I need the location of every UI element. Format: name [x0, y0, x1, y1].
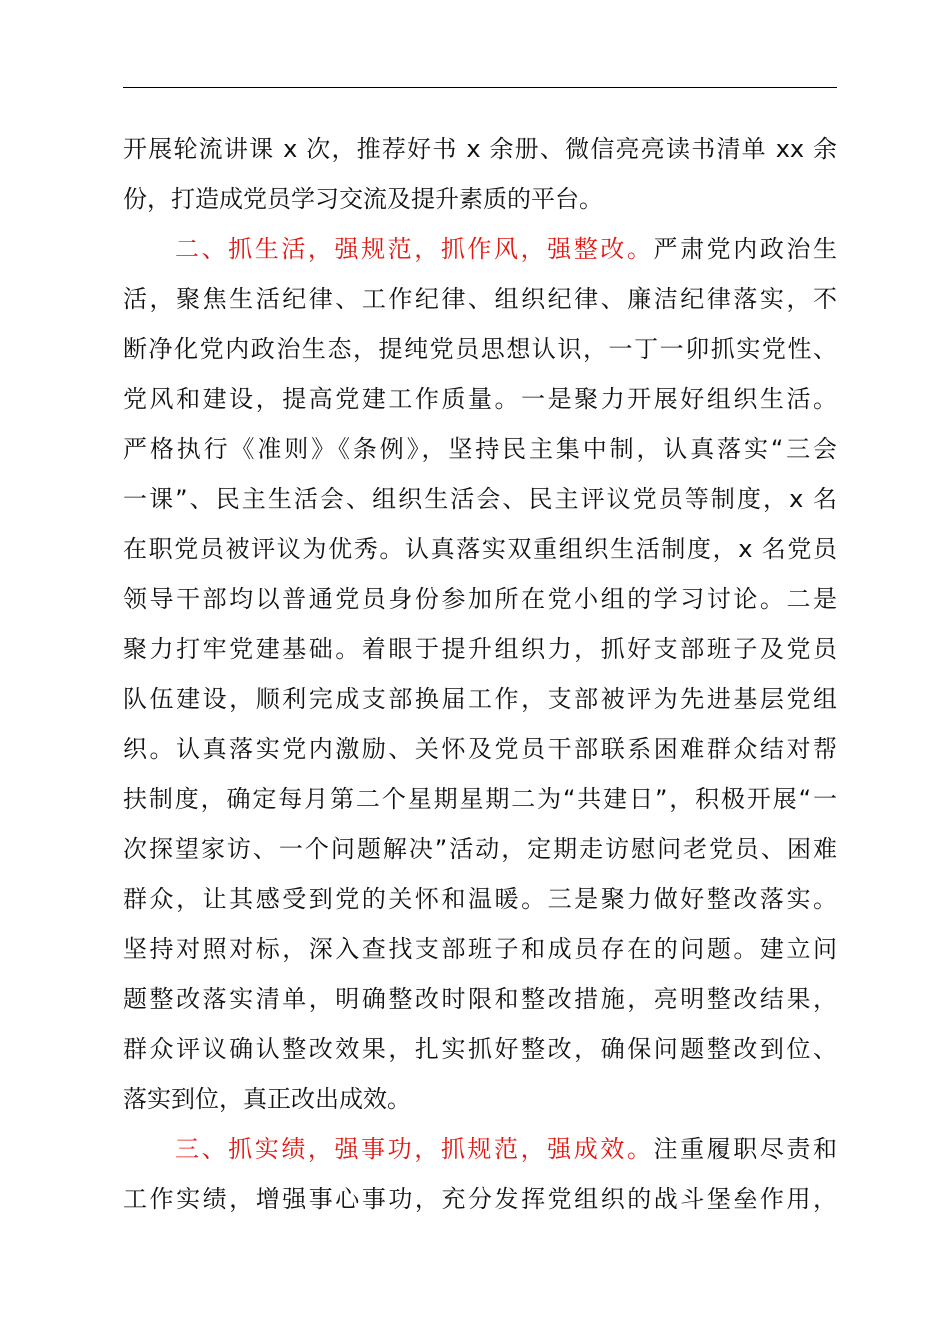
- text-line: 严格执行《准则》《条例》，坚持民主集中制，认真落实“三会: [123, 435, 837, 463]
- text-line: 党风和建设，提高党建工作质量。一是聚力开展好组织生活。: [123, 385, 837, 413]
- text-line: 坚持对照对标，深入查找支部班子和成员存在的问题。建立问: [123, 935, 837, 963]
- text-line: 群众评议确认整改效果，扎实抓好整改，确保问题整改到位、: [123, 1035, 837, 1063]
- text-line: 扶制度，确定每月第二个星期星期二为“共建日”，积极开展“一: [123, 785, 837, 813]
- text-line: 份，打造成党员学习交流及提升素质的平台。: [123, 185, 603, 213]
- body-text: [123, 124, 837, 1224]
- section-text: 注重履职尽责和: [653, 1135, 837, 1163]
- text-line: 群众，让其感受到党的关怀和温暖。三是聚力做好整改落实。: [123, 885, 837, 913]
- text-line: 聚力打牢党建基础。着眼于提升组织力，抓好支部班子及党员: [123, 635, 837, 663]
- section-heading-line: [123, 224, 837, 274]
- section-text: 严肃党内政治生: [653, 235, 837, 263]
- text-line: 工作实绩，增强事心事功，充分发挥党组织的战斗堡垒作用，: [123, 1185, 837, 1213]
- text-line: 断净化党内政治生态，提纯党员思想认识，一丁一卯抓实党性、: [123, 335, 837, 363]
- section-heading-3: 三、抓实绩，强事功，抓规范，强成效。: [175, 1135, 654, 1163]
- text-line: 一课”、民主生活会、组织生活会、民主评议党员等制度，x 名: [123, 485, 837, 513]
- text-line: 领导干部均以普通党员身份参加所在党小组的学习讨论。二是: [123, 585, 837, 613]
- text-line: 次探望家访、一个问题解决”活动，定期走访慰问老党员、困难: [123, 835, 837, 863]
- header-rule: [123, 87, 837, 88]
- text-line: 织。认真落实党内激励、关怀及党员干部联系困难群众结对帮: [123, 735, 837, 763]
- section-heading-2: 二、抓生活，强规范，抓作风，强整改。: [175, 235, 654, 263]
- text-line: 活，聚焦生活纪律、工作纪律、组织纪律、廉洁纪律落实，不: [123, 285, 837, 313]
- text-line: 队伍建设，顺利完成支部换届工作，支部被评为先进基层党组: [123, 685, 837, 713]
- section-heading-line: [123, 1124, 837, 1174]
- text-line: 在职党员被评议为优秀。认真落实双重组织生活制度，x 名党员: [123, 535, 837, 563]
- text-line: 开展轮流讲课 x 次，推荐好书 x 余册、微信亮亮读书清单 xx 余: [123, 135, 837, 163]
- text-line: 题整改落实清单，明确整改时限和整改措施，亮明整改结果，: [123, 985, 837, 1013]
- text-line: 落实到位，真正改出成效。: [123, 1085, 411, 1113]
